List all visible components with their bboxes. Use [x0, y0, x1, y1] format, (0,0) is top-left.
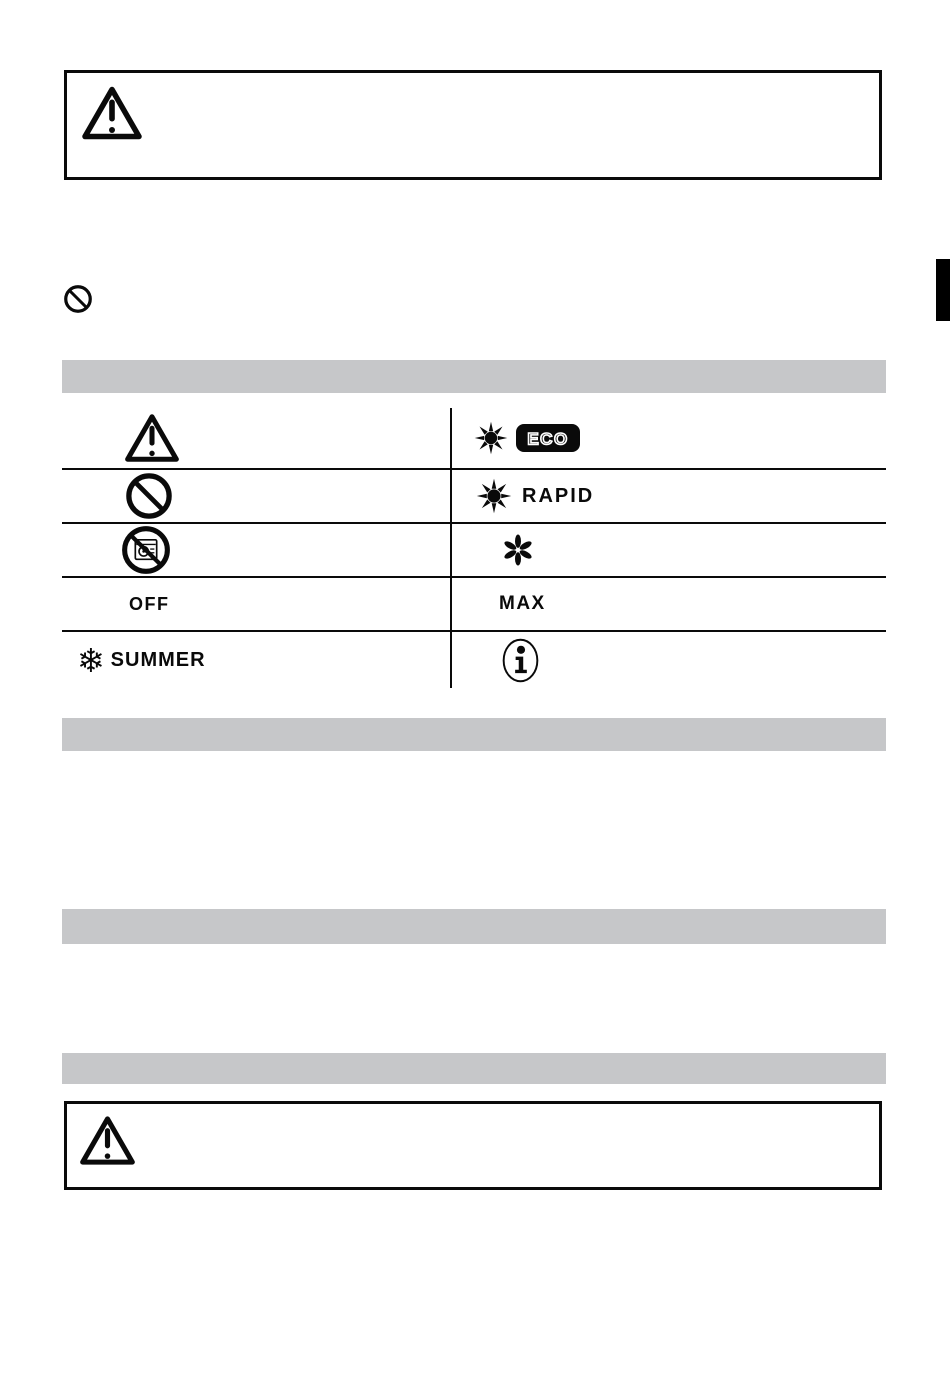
section-header-bar-1 [62, 360, 886, 393]
table-cell [451, 578, 886, 630]
warning-triangle-icon [124, 412, 180, 464]
no-dishwasher-icon [120, 524, 172, 576]
rapid-label: RAPID [522, 484, 595, 507]
teardrop-asterisk-icon [503, 531, 533, 569]
table-cell [62, 578, 451, 630]
symbols-table [62, 408, 886, 688]
max-label: MAX [499, 593, 546, 614]
section-header-bar-4 [62, 1053, 886, 1084]
table-cell [62, 524, 451, 576]
table-cell [62, 632, 451, 688]
info-icon [502, 638, 539, 683]
table-cell [451, 408, 886, 468]
section-header-bar-3 [62, 909, 886, 944]
prohibition-icon [126, 473, 172, 519]
eco-badge-label: ECO [527, 429, 569, 449]
sun-icon [474, 421, 508, 455]
off-label: OFF [129, 593, 170, 614]
table-cell [62, 408, 451, 468]
table-cell [62, 470, 451, 522]
table-cell [451, 632, 886, 688]
table-row [62, 470, 886, 524]
snowflake-icon: ❄ [77, 640, 105, 680]
sun-icon [476, 478, 512, 514]
summer-label: SUMMER [110, 648, 206, 671]
table-column-divider [450, 408, 452, 688]
warning-triangle-icon [81, 84, 143, 142]
warning-triangle-icon [79, 1113, 136, 1168]
table-row [62, 632, 886, 688]
table-cell [451, 524, 886, 576]
section-header-bar-2 [62, 718, 886, 751]
eco-badge [515, 423, 581, 453]
table-cell [451, 470, 886, 522]
warning-box-bottom [64, 1101, 882, 1190]
table-row [62, 578, 886, 632]
warning-box-top [64, 70, 882, 180]
prohibition-icon [64, 285, 92, 313]
page-edge-tab [936, 259, 950, 321]
table-row [62, 524, 886, 578]
table-row [62, 408, 886, 470]
